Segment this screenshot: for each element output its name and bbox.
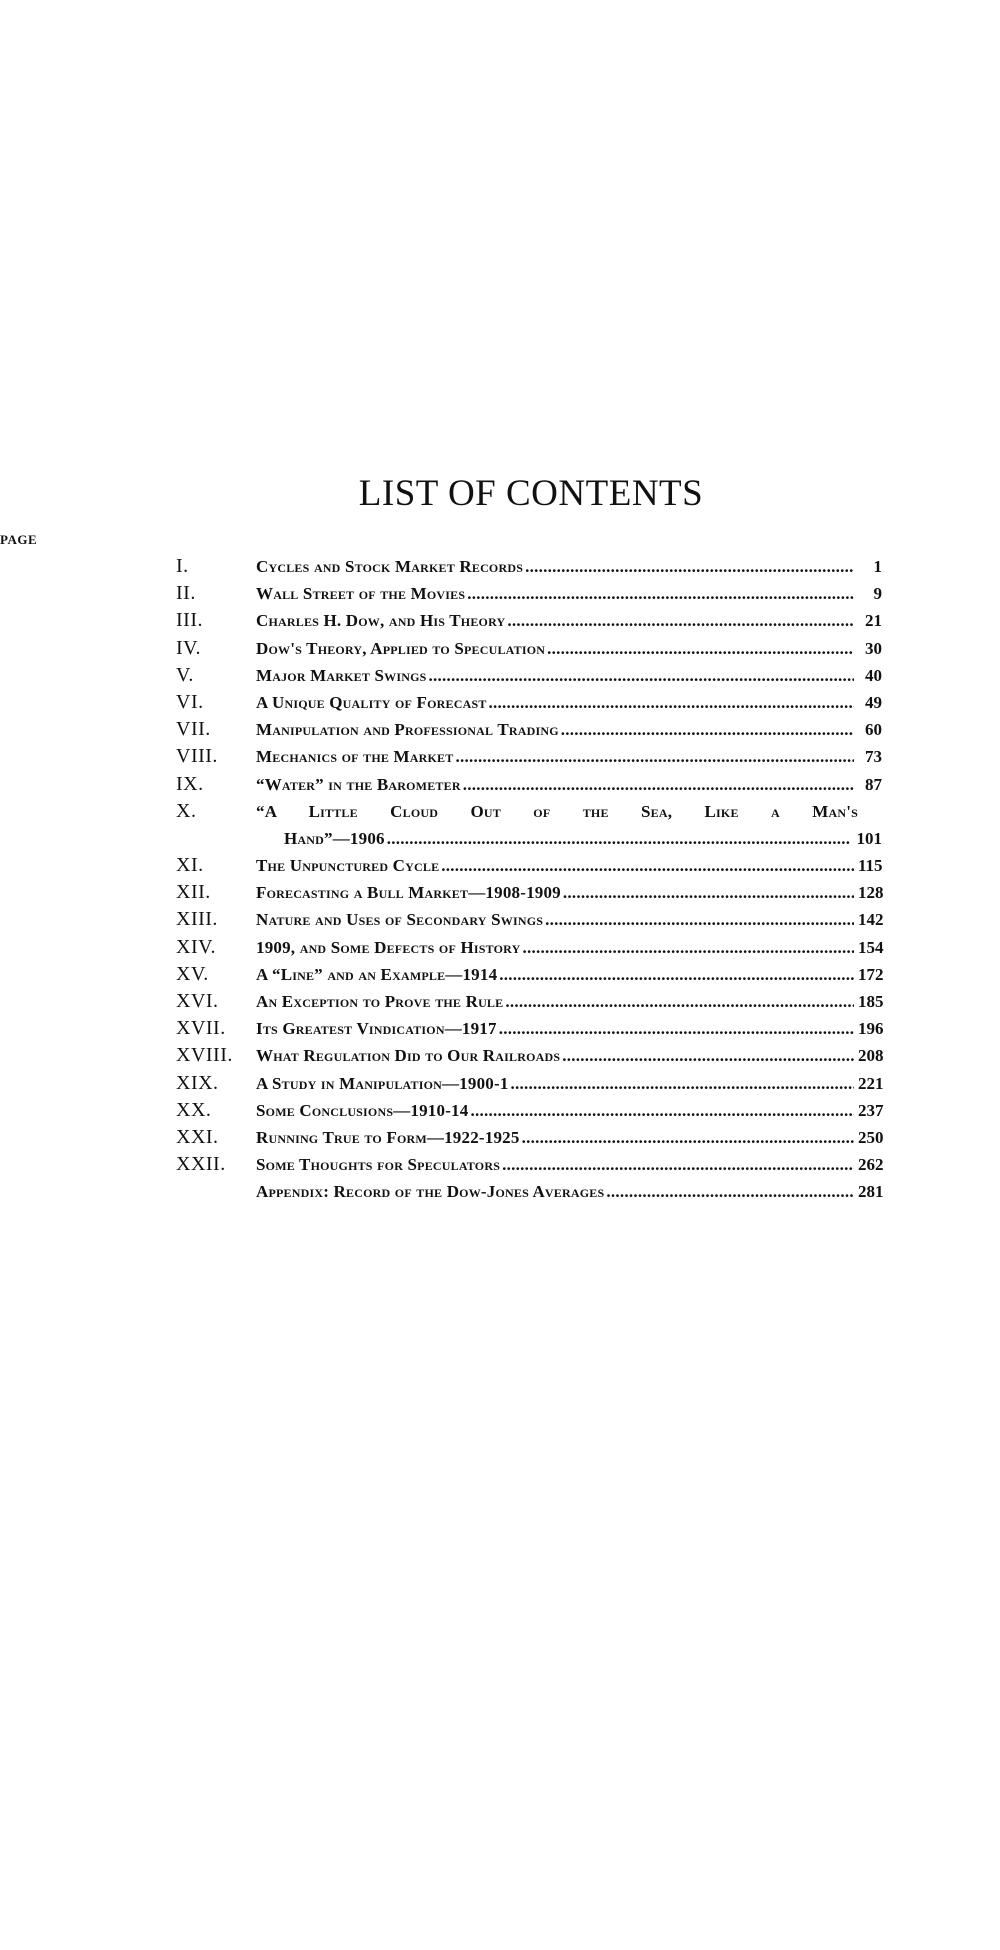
toc-entry[interactable]	[176, 906, 882, 933]
dot-leader	[545, 906, 854, 933]
page-number: 142	[858, 910, 884, 930]
chapter-title: “Water” in the Barometer	[256, 774, 461, 794]
chapter-title: Its Greatest Vindication—1917	[256, 1019, 497, 1039]
dot-leader	[561, 716, 854, 743]
page-number: 154	[858, 937, 884, 957]
dot-leader	[525, 553, 854, 580]
dot-leader	[499, 961, 854, 988]
dot-leader	[387, 825, 853, 852]
chapter-title: A “Line” and an Example—1914	[256, 964, 498, 984]
dot-leader	[547, 635, 854, 662]
page-column-label: PAGE	[0, 532, 1000, 1950]
toc-entry[interactable]	[176, 1042, 882, 1069]
chapter-title: Nature and Uses of Secondary Swings	[256, 910, 544, 930]
dot-leader	[463, 771, 854, 798]
dot-leader	[467, 580, 854, 607]
toc-entry[interactable]	[176, 798, 882, 852]
chapter-number: III.	[176, 609, 203, 632]
chapter-title: Some Conclusions—1910-14	[256, 1100, 469, 1120]
chapter-number: XIV.	[176, 935, 216, 958]
dot-leader	[489, 689, 854, 716]
toc-entry[interactable]	[176, 988, 882, 1015]
chapter-number: XVIII.	[176, 1044, 233, 1067]
dot-leader	[470, 1097, 854, 1124]
chapter-number: VIII.	[176, 745, 218, 768]
chapter-number: XVI.	[176, 990, 219, 1013]
chapter-number: XII.	[176, 881, 211, 904]
toc-entry[interactable]	[176, 553, 882, 580]
chapter-title: An Exception to Prove the Rule	[256, 992, 504, 1012]
page-number: 172	[858, 964, 884, 984]
page-number: 9	[873, 584, 882, 604]
toc-entry[interactable]	[176, 961, 882, 988]
chapter-number: IV.	[176, 636, 202, 659]
page-number: 73	[865, 747, 882, 767]
chapter-number: IX.	[176, 772, 204, 795]
chapter-title: Mechanics of the Market	[256, 747, 454, 767]
toc-entry[interactable]	[176, 1015, 882, 1042]
toc-entry[interactable]	[176, 879, 882, 906]
page-number: 40	[865, 665, 882, 685]
page-title: LIST OF CONTENTS	[358, 473, 704, 514]
contents-list	[176, 553, 882, 1206]
dot-leader	[606, 1178, 854, 1205]
page-number: 115	[858, 856, 883, 876]
toc-entry[interactable]	[176, 852, 882, 879]
chapter-title-line-2: Hand”—1906	[284, 828, 385, 848]
toc-entry[interactable]	[176, 689, 882, 716]
page-number: 128	[858, 883, 884, 903]
chapter-number: I.	[176, 555, 189, 577]
toc-entry[interactable]	[176, 580, 882, 607]
chapter-title: Manipulation and Professional Trading	[256, 720, 559, 740]
dot-leader	[505, 988, 854, 1015]
chapter-title: Major Market Swings	[256, 665, 427, 685]
dot-leader	[563, 879, 854, 906]
chapter-number: XX.	[176, 1098, 212, 1121]
chapter-number: V.	[176, 663, 194, 686]
chapter-title: Appendix: Record of the Dow-Jones Averages	[256, 1182, 605, 1202]
page-number: 185	[858, 992, 884, 1012]
chapter-title-line-1: “A Little Cloud Out of the Sea, Like a Man's	[256, 801, 858, 821]
chapter-title: The Unpunctured Cycle	[256, 856, 440, 876]
page-number: 87	[865, 774, 882, 794]
toc-entry[interactable]	[176, 771, 882, 798]
chapter-number: XVII.	[176, 1017, 226, 1040]
chapter-title: Running True to Form—1922-1925	[256, 1127, 520, 1147]
page-number: 49	[865, 692, 882, 712]
chapter-title: Wall Street of the Movies	[256, 584, 466, 604]
toc-entry[interactable]	[176, 1151, 882, 1178]
dot-leader	[562, 1042, 854, 1069]
chapter-title: A Unique Quality of Forecast	[256, 692, 487, 712]
dot-leader	[507, 607, 854, 634]
chapter-number: XIII.	[176, 908, 218, 931]
page-number: 60	[865, 720, 882, 740]
toc-entry[interactable]	[176, 635, 882, 662]
chapter-title: Dow's Theory, Applied to Speculation	[256, 638, 546, 658]
chapter-title: Charles H. Dow, and His Theory	[256, 611, 506, 631]
chapter-number: XV.	[176, 962, 209, 985]
dot-leader	[499, 1015, 854, 1042]
dot-leader	[441, 852, 854, 879]
dot-leader	[502, 1151, 854, 1178]
chapter-number: XXII.	[176, 1153, 226, 1176]
chapter-number: VI.	[176, 690, 204, 713]
chapter-title: 1909, and Some Defects of History	[256, 937, 521, 957]
page-number: 281	[858, 1182, 884, 1202]
toc-entry-appendix[interactable]	[176, 1178, 882, 1205]
chapter-title: What Regulation Did to Our Railroads	[256, 1046, 561, 1066]
dot-leader	[522, 1124, 854, 1151]
chapter-number: X.	[176, 799, 197, 822]
page-number: 208	[858, 1046, 884, 1066]
chapter-number: XIX.	[176, 1071, 219, 1094]
chapter-title: Cycles and Stock Market Records	[256, 557, 524, 576]
page-number: 101	[856, 828, 882, 848]
toc-entry[interactable]	[176, 662, 882, 689]
page-number: 1	[873, 557, 882, 576]
page-number: 221	[858, 1073, 884, 1093]
page-number: 237	[858, 1100, 884, 1120]
chapter-number: II.	[176, 582, 196, 605]
page-number: 196	[858, 1019, 884, 1039]
toc-entry[interactable]	[176, 607, 882, 634]
chapter-number: XXI.	[176, 1125, 219, 1148]
chapter-title: Forecasting a Bull Market—1908-1909	[256, 883, 561, 903]
page-number: 21	[865, 611, 882, 631]
toc-entry[interactable]	[176, 934, 882, 961]
toc-entry[interactable]	[176, 743, 882, 770]
chapter-number: VII.	[176, 718, 211, 741]
toc-entry[interactable]	[176, 1124, 882, 1151]
dot-leader	[511, 1070, 854, 1097]
page-number: 30	[865, 638, 882, 658]
dot-leader	[522, 934, 854, 961]
toc-entry[interactable]	[176, 1097, 882, 1124]
chapter-title: Some Thoughts for Speculators	[256, 1155, 501, 1175]
toc-entry[interactable]	[176, 1070, 882, 1097]
page-number: 262	[858, 1155, 884, 1175]
page-number: 250	[858, 1127, 884, 1147]
toc-entry[interactable]	[176, 716, 882, 743]
dot-leader	[455, 743, 854, 770]
dot-leader	[429, 662, 854, 689]
chapter-title: A Study in Manipulation—1900-1	[256, 1073, 509, 1093]
chapter-number: XI.	[176, 854, 204, 877]
